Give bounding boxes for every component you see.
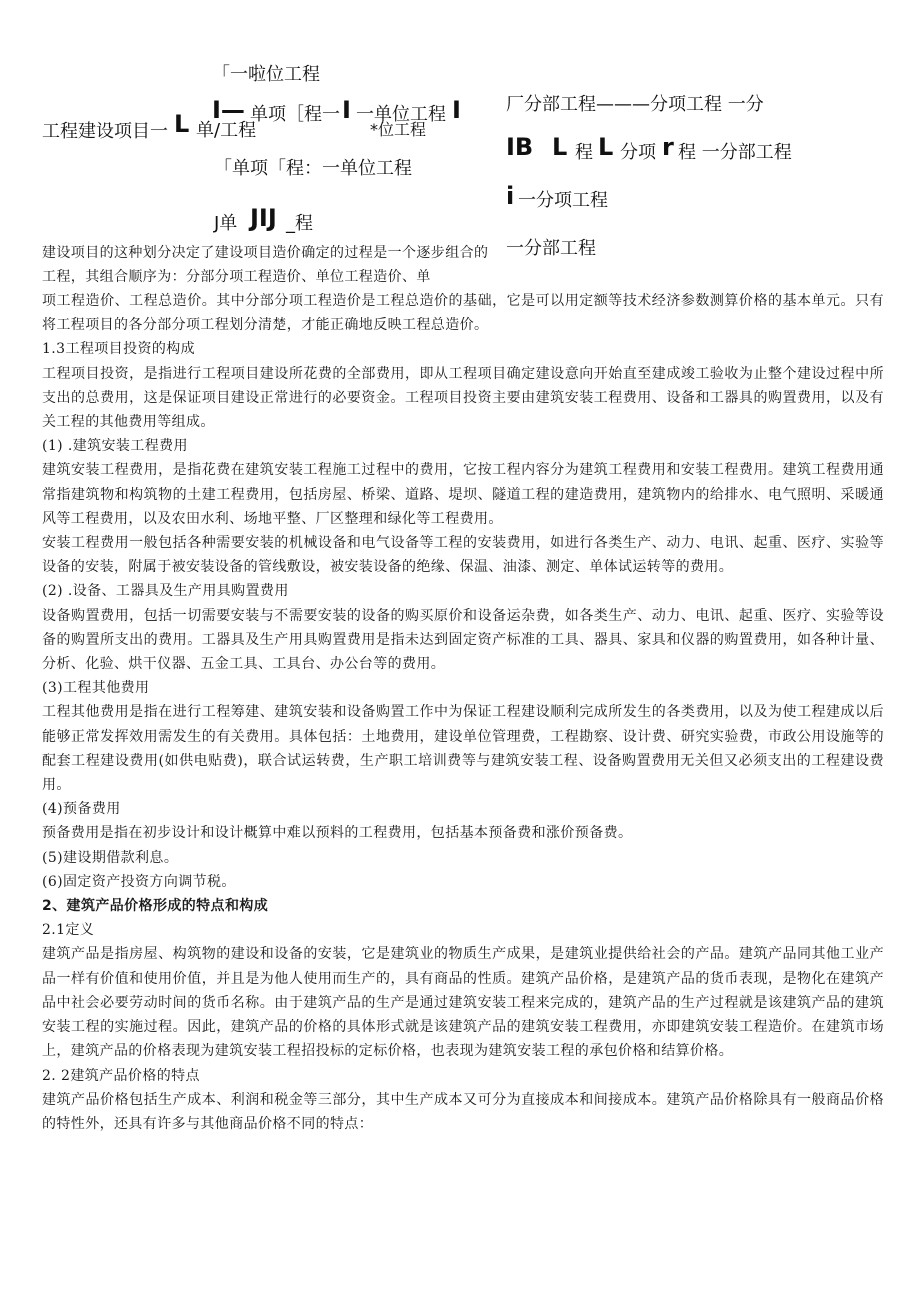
paragraph: 设备购置费用，包括一切需要安装与不需要安装的设备的购买原价和设备运杂费，如各类生产、动力、电讯、起重、医疗、实验等设备的购置所支出的费用。工器具及生产用具购置费用是指未达到固定资产标准的工具、器具、家具和仪器的购置费用，如各种计量、分析、化验、烘干仪器、五金工具、工具台、办公台等的费用。: [42, 607, 884, 673]
diagram-right-row1: 厂分部工程———分项工程 一分: [506, 94, 764, 115]
paragraph: 建筑产品价格包括生产成本、利润和税金等三部分，其中生产成本又可分为直接成本和间接成本。建筑产品价格除具有一般商品价格的特性外，还具有许多与其他商品价格不同的特点：: [42, 1091, 884, 1132]
intro-paragraph: 项工程造价、工程总造价。其中分部分项工程造价是工程总造价的基础，它是可以用定额等技术经济参数测算价格的基本单元。只有将工程项目的各分部分项工程划分清楚，才能正确地反映工程总造价。: [42, 293, 884, 334]
diagram-right-row2-b: L: [552, 133, 568, 161]
diagram-right-row2-d: L: [598, 133, 614, 161]
section-title: 2、建筑产品价格形成的特点和构成: [42, 898, 269, 915]
subsection-heading: 2.1定义: [42, 922, 95, 939]
paragraph: 工程其他费用是指在进行工程筹建、建筑安装和设备购置工作中为保证工程建设顺利完成所发生的各类费用，以及为使工程建成以后能够正常发挥效用需发生的有关费用。具体包括：土地费用，建设单位管理费，工程勘察、设计费、研究实验费，市政公用设施等的配套工程建设费用(如供电贴费)，联合试运转费，生产职工培训费等与建筑安装工程、设备购置费用无关但又必须支出的工程建设费用。: [42, 704, 884, 794]
diagram-right-row2-e: 分项: [620, 142, 656, 163]
intro-wrap-text: 建设项目的这种划分决定了建设项目造价确定的过程是一个逐步组合的工程，其组合顺序为：分部分项工程造价、单位工程造价、单: [42, 245, 489, 286]
diagram-left-row4-a: J单: [214, 213, 238, 234]
subsection-heading: (6)固定资产投资方向调节税。: [42, 873, 236, 890]
diagram-left-mid-unit: 一单位工程: [356, 104, 446, 125]
diagram-left-row4-c: _程: [286, 213, 313, 234]
diagram-root-tail: 单/工程: [196, 120, 257, 141]
paragraph: 安装工程费用一般包括各种需要安装的机械设备和电气设备等工程的安装费用，如进行各类生产、动力、电讯、起重、医疗、实验等设备的安装，附属于被安装设备的管线敷设，被安装设备的绝缘、保温、油漆、测定、单体试运转等的费用。: [42, 535, 884, 576]
section-heading: 1.3工程项目投资的构成: [42, 341, 196, 358]
paragraph: 建筑安装工程费用，是指花费在建筑安装工程施工过程中的费用，它按工程内容分为建筑工程费用和安装工程费用。建筑工程费用通常指建筑物和构筑物的土建工程费用，包括房屋、桥梁、道路、堤坝、隧道工程的建造费用，建筑物内的给排水、电气照明、采暖通风等工程费用，以及农田水利、场地平整、厂区整理和绿化等工程费用。: [42, 462, 884, 527]
diagram-right-row3-a: i: [506, 182, 515, 210]
diagram-right-row2-g: 程 一分部工程: [678, 142, 792, 163]
paragraph: 预备费用是指在初步设计和设计概算中难以预料的工程费用，包括基本预备费和涨价预备费。: [42, 825, 633, 842]
diagram-right-row2-a: IB: [506, 133, 534, 161]
subsection-heading: (1) .建筑安装工程费用: [42, 438, 188, 455]
document-body: [42, 289, 884, 1136]
diagram-L: L: [174, 110, 190, 138]
diagram-right-row2-c: 程: [575, 142, 593, 163]
paragraph: 工程项目投资，是指进行工程项目建设所花费的全部费用，即从工程项目确定建设意向开始直至建成竣工验收为止整个建设过程中所支出的总费用，这是保证项目建设正常进行的必要资金。工程项目投资主要由建筑安装工程费用、设备和工器具的购置费用，以及有关工程的其他费用等组成。: [42, 365, 884, 431]
subsection-heading: (5)建设期借款利息。: [42, 849, 179, 866]
diagram-right-row4: 一分部工程: [506, 238, 596, 259]
diagram-left-mid: 单项［程一: [250, 104, 340, 125]
subsection-heading: (2) .设备、工器具及生产用具购置费用: [42, 583, 289, 600]
diagram-right-row2-f: r: [662, 133, 674, 161]
diagram-right-row3-b: 一分项工程: [518, 190, 608, 211]
diagram-bar: I: [342, 96, 351, 124]
diagram-bar: I—: [212, 96, 245, 124]
diagram-left-top: 「一啦位工程: [212, 64, 320, 85]
diagram-left-row3: 「单项「程：一单位工程: [214, 158, 412, 179]
subsection-heading: 2. 2建筑产品价格的特点: [42, 1067, 200, 1084]
paragraph: 建筑产品是指房屋、构筑物的建设和设备的安装，它是建筑业的物质生产成果，是建筑业提供给社会的产品。建筑产品同其他工业产品一样有价值和使用价值，并且是为他人使用而生产的，具有商品的性质。建筑产品价格，是建筑产品的货币表现，是物化在建筑产品中社会必要劳动时间的货币名称。由于建筑产品的生产是通过建筑安装工程来完成的，建筑产品的生产过程就是该建筑产品的建筑安装工程的实施过程。因此，建筑产品的价格的具体形式就是该建筑产品的建筑安装工程费用，亦即建筑安装工程造价。在建筑市场上，建筑产品的价格表现为建筑安装工程招投标的定标价格，也表现为建筑安装工程的承包价格和结算价格。: [42, 946, 884, 1060]
subsection-heading: (3)工程其他费用: [42, 680, 150, 697]
diagram-left-sub: *位工程: [370, 120, 427, 139]
subsection-heading: (4)预备费用: [42, 801, 121, 818]
diagram-bar: I: [452, 96, 461, 124]
diagram-left-row4-b: JIJ: [250, 204, 277, 232]
diagram-root: 工程建设项目一: [42, 121, 168, 142]
